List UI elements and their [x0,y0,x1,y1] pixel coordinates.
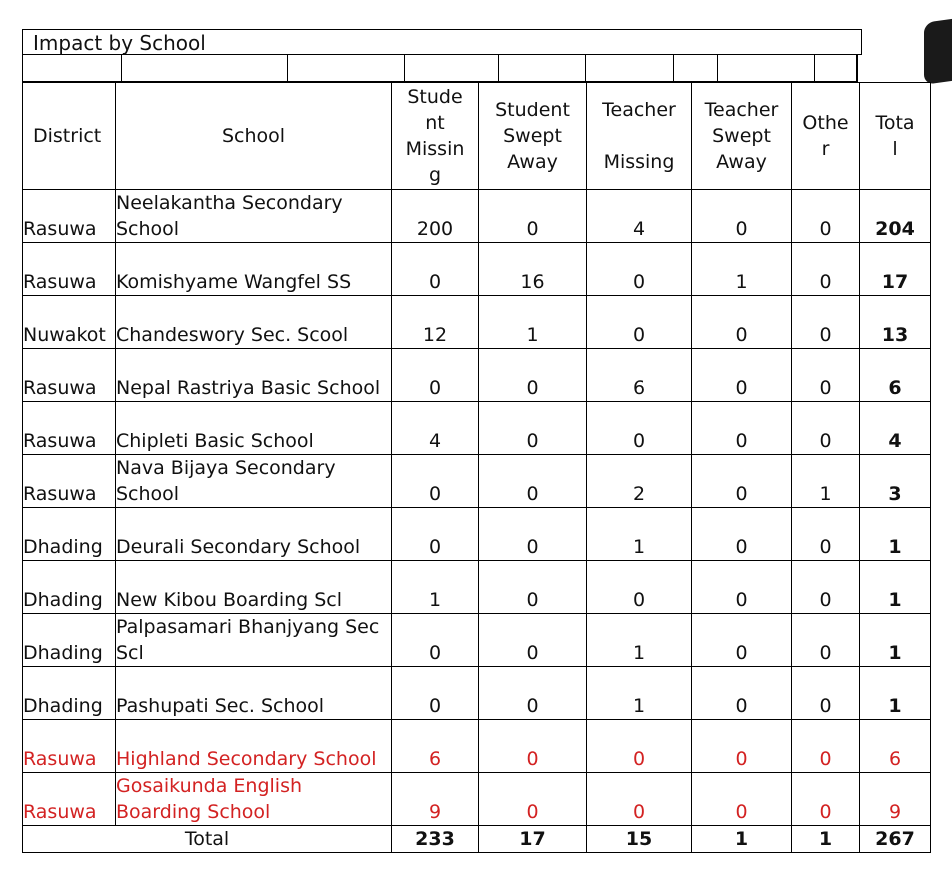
teacher-missing-cell: 0 [587,243,692,296]
empty-spacer-row [22,55,858,82]
teacher-missing-cell: 4 [587,190,692,243]
teacher-missing-cell: 0 [587,773,692,826]
header-school: School [116,83,392,190]
school-cell: Chipleti Basic School [116,402,392,455]
teacher-missing-cell: 2 [587,455,692,508]
other-cell: 0 [792,773,860,826]
district-cell: Dhading [23,508,116,561]
other-cell: 0 [792,720,860,773]
totals-row [23,826,931,853]
student-swept-away-cell: 16 [479,243,587,296]
teacher-swept-away-cell: 1 [692,243,792,296]
student-swept-away-cell: 0 [479,614,587,667]
table-row [23,720,931,773]
student-missing-cell: 200 [392,190,479,243]
school-cell: Chandeswory Sec. Scool [116,296,392,349]
spacer-divider [814,55,815,81]
school-cell: Nava Bijaya Secondary School [116,455,392,508]
other-cell: 0 [792,402,860,455]
table-row [23,667,931,720]
student-swept-away-cell: 0 [479,720,587,773]
table-row [23,773,931,826]
total-cell: 1 [860,614,931,667]
school-cell: Komishyame Wangfel SS [116,243,392,296]
table-row [23,296,931,349]
teacher-missing-cell: 1 [587,508,692,561]
totals-other: 1 [792,826,860,853]
totals-student-missing: 233 [392,826,479,853]
spacer-divider [856,55,857,81]
total-cell: 3 [860,455,931,508]
table-row [23,349,931,402]
district-cell: Rasuwa [23,402,116,455]
school-cell: Nepal Rastriya Basic School [116,349,392,402]
spacer-divider [673,55,674,81]
other-cell: 0 [792,349,860,402]
student-missing-cell: 6 [392,720,479,773]
table-row [23,614,931,667]
teacher-swept-away-cell: 0 [692,455,792,508]
teacher-swept-away-cell: 0 [692,667,792,720]
corner-decoration [924,17,952,85]
student-missing-cell: 9 [392,773,479,826]
teacher-missing-cell: 0 [587,402,692,455]
student-swept-away-cell: 0 [479,349,587,402]
table-title: Impact by School [33,31,206,55]
student-swept-away-cell: 0 [479,455,587,508]
teacher-swept-away-cell: 0 [692,561,792,614]
teacher-swept-away-cell: 0 [692,720,792,773]
totals-total: 267 [860,826,931,853]
teacher-missing-cell: 0 [587,720,692,773]
header-teacher-missing: Teacher Missing [587,83,692,190]
student-missing-cell: 0 [392,508,479,561]
district-cell: Rasuwa [23,243,116,296]
totals-teacher-missing: 15 [587,826,692,853]
totals-student-swept-away: 17 [479,826,587,853]
table-row [23,243,931,296]
student-swept-away-cell: 0 [479,667,587,720]
other-cell: 1 [792,455,860,508]
spacer-divider [121,55,122,81]
student-swept-away-cell: 0 [479,402,587,455]
student-swept-away-cell: 0 [479,190,587,243]
impact-table [22,82,931,853]
district-cell: Rasuwa [23,455,116,508]
total-cell: 13 [860,296,931,349]
teacher-swept-away-cell: 0 [692,508,792,561]
teacher-swept-away-cell: 0 [692,296,792,349]
total-cell: 1 [860,508,931,561]
header-total: Tota l [860,83,931,190]
teacher-missing-cell: 6 [587,349,692,402]
district-cell: Nuwakot [23,296,116,349]
district-cell: Rasuwa [23,190,116,243]
header-other: Othe r [792,83,860,190]
other-cell: 0 [792,190,860,243]
school-cell: Pashupati Sec. School [116,667,392,720]
school-cell: Neelakantha Secondary School [116,190,392,243]
total-cell: 17 [860,243,931,296]
other-cell: 0 [792,508,860,561]
table-row [23,561,931,614]
spacer-divider [404,55,405,81]
table-row [23,455,931,508]
other-cell: 0 [792,296,860,349]
header-teacher-swept-away: Teacher Swept Away [692,83,792,190]
teacher-swept-away-cell: 0 [692,773,792,826]
table-title-box [22,29,862,55]
school-cell: Highland Secondary School [116,720,392,773]
total-cell: 6 [860,720,931,773]
other-cell: 0 [792,561,860,614]
header-student-swept-away: Student Swept Away [479,83,587,190]
total-cell: 1 [860,667,931,720]
header-district: District [23,83,116,190]
teacher-swept-away-cell: 0 [692,349,792,402]
district-cell: Rasuwa [23,773,116,826]
total-cell: 1 [860,561,931,614]
total-cell: 204 [860,190,931,243]
other-cell: 0 [792,667,860,720]
district-cell: Rasuwa [23,720,116,773]
teacher-swept-away-cell: 0 [692,402,792,455]
student-swept-away-cell: 1 [479,296,587,349]
teacher-missing-cell: 0 [587,296,692,349]
student-missing-cell: 0 [392,667,479,720]
total-cell: 9 [860,773,931,826]
spacer-divider [498,55,499,81]
other-cell: 0 [792,614,860,667]
district-cell: Dhading [23,561,116,614]
student-swept-away-cell: 0 [479,773,587,826]
other-cell: 0 [792,243,860,296]
student-missing-cell: 1 [392,561,479,614]
district-cell: Dhading [23,667,116,720]
table-row [23,508,931,561]
school-cell: Deurali Secondary School [116,508,392,561]
student-missing-cell: 0 [392,614,479,667]
school-cell: Palpasamari Bhanjyang Sec Scl [116,614,392,667]
student-swept-away-cell: 0 [479,508,587,561]
table-row [23,402,931,455]
spacer-divider [287,55,288,81]
student-missing-cell: 0 [392,349,479,402]
total-cell: 4 [860,402,931,455]
spacer-divider [585,55,586,81]
student-missing-cell: 0 [392,243,479,296]
student-missing-cell: 12 [392,296,479,349]
header-row [23,83,931,190]
school-cell: Gosaikunda English Boarding School [116,773,392,826]
totals-teacher-swept-away: 1 [692,826,792,853]
teacher-swept-away-cell: 0 [692,614,792,667]
teacher-missing-cell: 1 [587,614,692,667]
district-cell: Rasuwa [23,349,116,402]
student-swept-away-cell: 0 [479,561,587,614]
student-missing-cell: 0 [392,455,479,508]
total-cell: 6 [860,349,931,402]
teacher-missing-cell: 1 [587,667,692,720]
totals-label: Total [23,826,392,853]
teacher-missing-cell: 0 [587,561,692,614]
teacher-swept-away-cell: 0 [692,190,792,243]
table-row [23,190,931,243]
header-student-missing: Stude nt Missin g [392,83,479,190]
student-missing-cell: 4 [392,402,479,455]
school-cell: New Kibou Boarding Scl [116,561,392,614]
spacer-divider [717,55,718,81]
district-cell: Dhading [23,614,116,667]
